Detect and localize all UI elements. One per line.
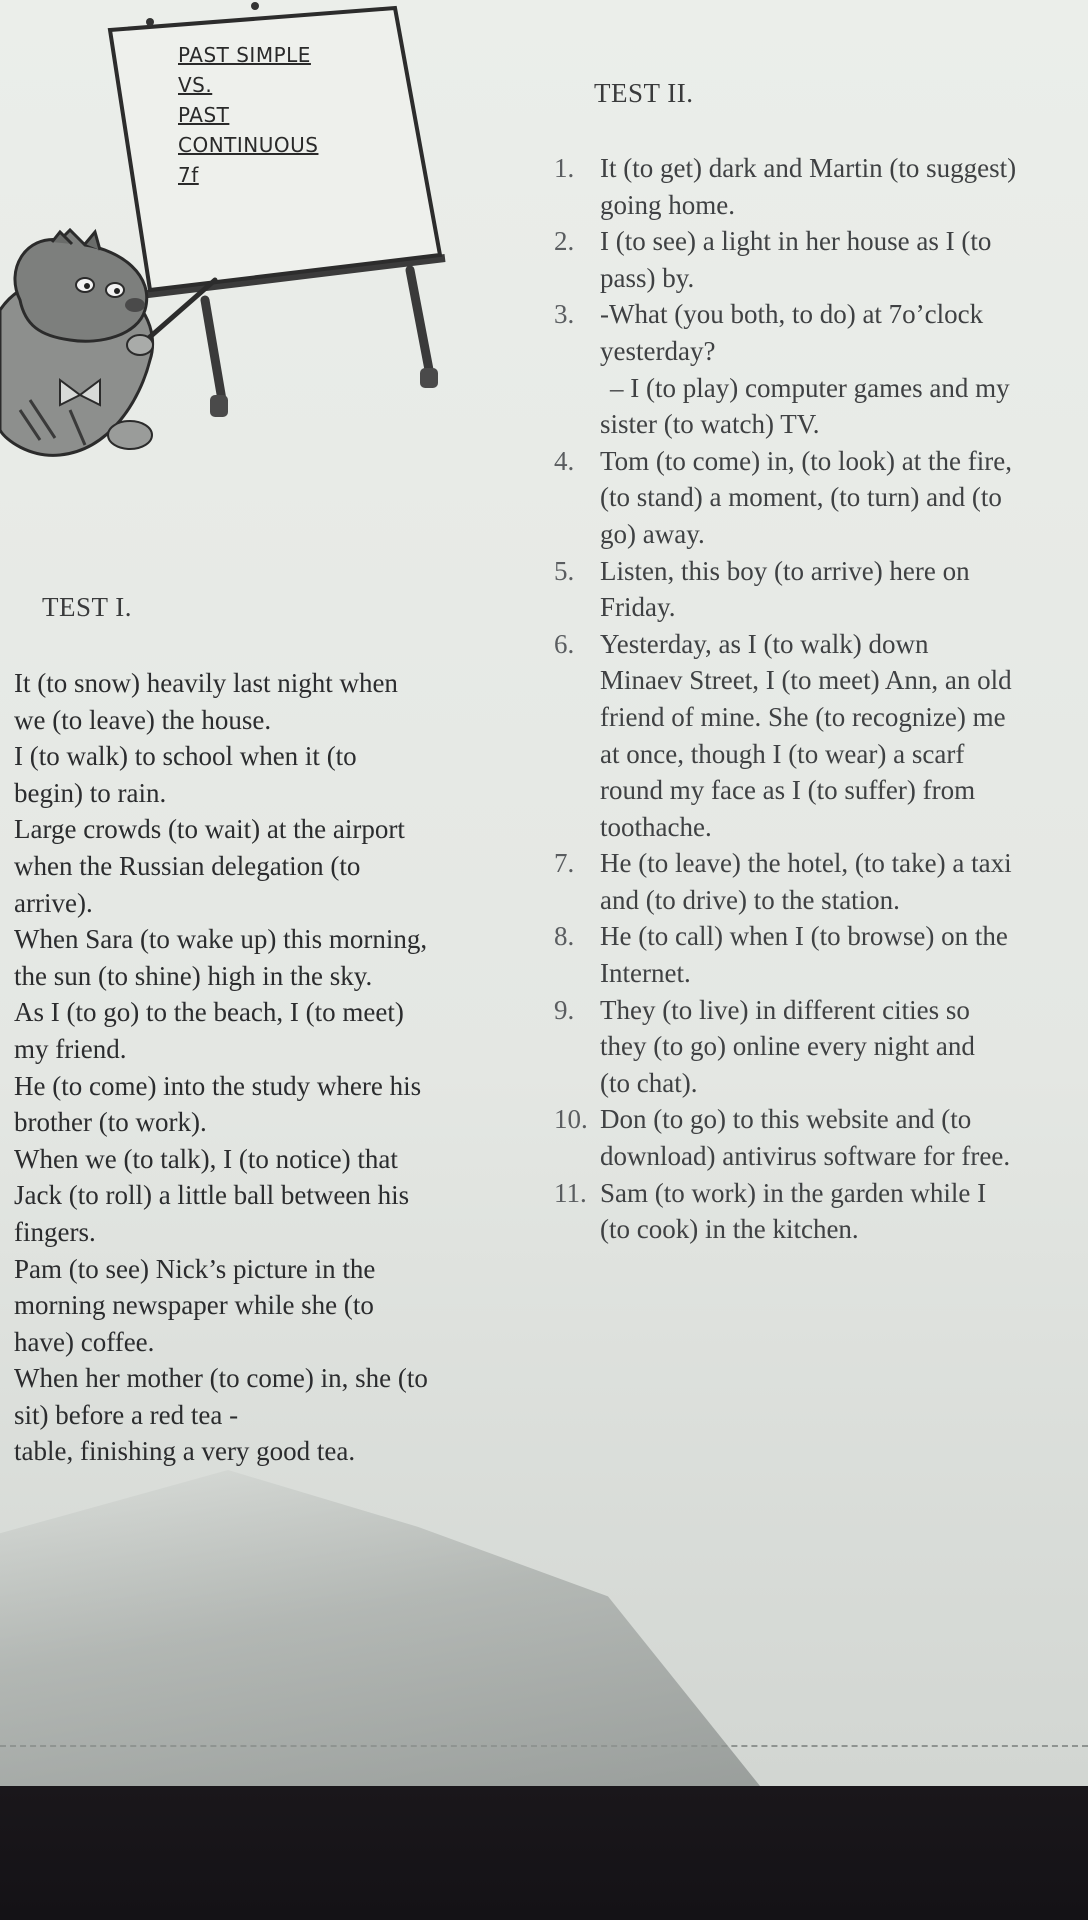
- test1-item: [14, 921, 534, 994]
- test2-item: [554, 296, 1088, 442]
- board-title: [178, 40, 318, 190]
- test2-item: [554, 443, 1088, 553]
- test1-item: [14, 994, 534, 1067]
- test2-item: [554, 553, 1088, 626]
- test1-line: fingers.: [14, 1216, 96, 1247]
- test2-item: [554, 1175, 1088, 1248]
- test2-line: Yesterday, as I (to walk) down: [600, 628, 929, 659]
- test1-item: [14, 1251, 534, 1361]
- test2-line: Sam (to work) in the garden while I: [600, 1177, 987, 1208]
- item-number: 6.: [554, 628, 575, 659]
- cut-line: [0, 1745, 1088, 1747]
- test2-item: [554, 626, 1088, 846]
- test2-line: download) antivirus software for free.: [600, 1141, 1011, 1172]
- test1-line: begin) to rain.: [14, 777, 167, 808]
- test1-item: [14, 1068, 534, 1141]
- test1-item: [14, 738, 534, 811]
- board-line: PAST SIMPLE: [178, 43, 311, 67]
- test1-line: brother (to work).: [14, 1107, 207, 1138]
- test2-item: [554, 992, 1088, 1102]
- test1-line: we (to leave) the house.: [14, 704, 272, 735]
- test2-line: (to stand) a moment, (to turn) and (to: [600, 482, 1002, 513]
- test2-line: toothache.: [600, 811, 712, 842]
- item-number: 5.: [554, 555, 575, 586]
- test2-line: they (to go) online every night and: [600, 1031, 975, 1062]
- test1-line: the sun (to shine) high in the sky.: [14, 960, 373, 991]
- test1-line: have) coffee.: [14, 1326, 155, 1357]
- test2-line: go) away.: [600, 518, 705, 549]
- test1-heading: TEST I.: [42, 592, 132, 622]
- test1-line: As I (to go) to the beach, I (to meet): [14, 997, 404, 1028]
- item-number: 3.: [554, 299, 575, 330]
- desk-background: [0, 1786, 1088, 1920]
- test2-line: Don (to go) to this website and (to: [600, 1104, 972, 1135]
- test2-line: going home.: [600, 189, 735, 220]
- test2-line: He (to leave) the hotel, (to take) a taxi: [600, 848, 1012, 879]
- test1-line: table, finishing a very good tea.: [14, 1436, 356, 1467]
- test2-line: Minaev Street, I (to meet) Ann, an old: [600, 665, 1012, 696]
- test1-line: arrive).: [14, 887, 93, 918]
- test2-line: at once, though I (to wear) a scarf: [600, 738, 965, 769]
- board-line: VS.: [178, 73, 213, 97]
- item-number: 9.: [554, 994, 575, 1025]
- test1-line: Jack (to roll) a little ball between his: [14, 1180, 410, 1211]
- test1-line: He (to come) into the study where his: [14, 1070, 422, 1101]
- test2-item: [554, 1101, 1088, 1174]
- test1-line: sit) before a red tea -: [14, 1399, 239, 1430]
- test1-item: [14, 1360, 534, 1470]
- board-line: PAST: [178, 103, 230, 127]
- test2-line: (to chat).: [600, 1067, 698, 1098]
- test1-line: When we (to talk), I (to notice) that: [14, 1143, 398, 1174]
- test2-line: I (to see) a light in her house as I (to: [600, 226, 992, 257]
- item-number: 1.: [554, 153, 575, 183]
- test2-line: round my face as I (to suffer) from: [600, 775, 976, 806]
- test2-line: (to cook) in the kitchen.: [600, 1214, 859, 1245]
- test1-line: I (to walk) to school when it (to: [14, 741, 357, 772]
- test1-line: When Sara (to wake up) this morning,: [14, 924, 428, 955]
- test1-line: When her mother (to come) in, she (to: [14, 1363, 428, 1394]
- test1-line: Large crowds (to wait) at the airport: [14, 814, 405, 845]
- test2-line: Listen, this boy (to arrive) here on: [600, 555, 970, 586]
- test2-line: – I (to play) computer games and my: [610, 372, 1010, 403]
- item-number: 10.: [554, 1104, 588, 1135]
- test2-line: yesterday?: [600, 335, 716, 366]
- test1-item: [14, 665, 534, 738]
- board-line: CONTINUOUS: [178, 133, 319, 157]
- test1-item: [14, 1141, 534, 1251]
- test2-line: sister (to watch) TV.: [600, 409, 820, 440]
- test1-line: my friend.: [14, 1033, 127, 1064]
- test1-line: It (to snow) heavily last night when: [14, 668, 398, 698]
- test2-item: [554, 845, 1088, 918]
- test2-line: Friday.: [600, 592, 676, 623]
- test2-line: Tom (to come) in, (to look) at the fire,: [600, 445, 1012, 476]
- item-number: 2.: [554, 226, 575, 257]
- item-number: 11.: [554, 1177, 587, 1208]
- test2-item: [554, 150, 1088, 223]
- test2-line: and (to drive) to the station.: [600, 884, 900, 915]
- test1-item: [14, 811, 534, 921]
- item-number: 8.: [554, 921, 575, 952]
- item-number: 4.: [554, 445, 575, 476]
- test2-line: Internet.: [600, 958, 691, 989]
- item-number: 7.: [554, 848, 575, 879]
- test2-list: [554, 150, 1088, 1248]
- test2-line: pass) by.: [600, 262, 695, 293]
- board-line: 7f: [178, 163, 199, 187]
- test2-line: friend of mine. She (to recognize) me: [600, 701, 1006, 732]
- test2-line: It (to get) dark and Martin (to suggest): [600, 153, 1017, 183]
- test1-line: morning newspaper while she (to: [14, 1290, 374, 1321]
- test2-line: -What (you both, to do) at 7o’clock: [600, 299, 984, 330]
- test2-heading: TEST II.: [594, 78, 694, 108]
- test1-list: [14, 665, 534, 1470]
- test2-line: They (to live) in different cities so: [600, 994, 970, 1025]
- test1-line: Pam (to see) Nick’s picture in the: [14, 1253, 376, 1284]
- test2-item: [554, 223, 1088, 296]
- test2-line: He (to call) when I (to browse) on the: [600, 921, 1008, 952]
- board-illustration: [0, 0, 460, 470]
- test1-line: when the Russian delegation (to: [14, 850, 361, 881]
- test2-item: [554, 918, 1088, 991]
